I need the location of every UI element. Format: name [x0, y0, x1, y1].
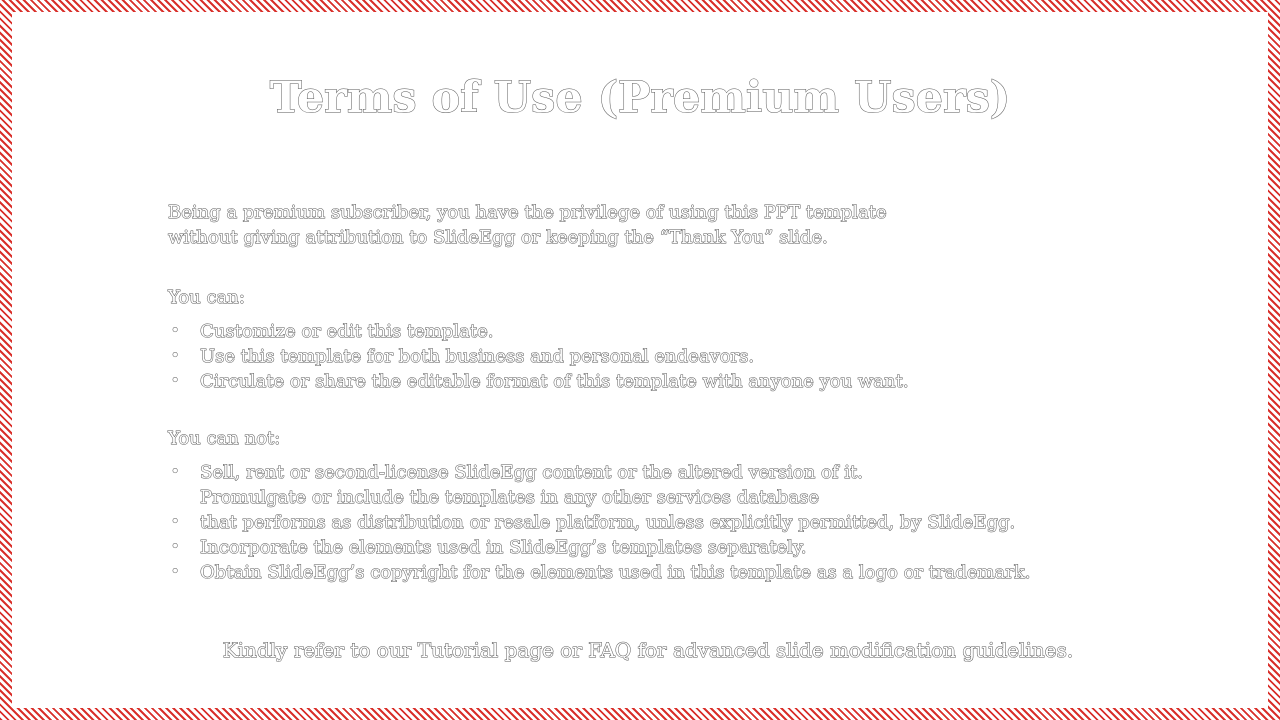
- can-item: [168, 319, 1128, 344]
- intro-line-2: without giving attribution to SlideEgg or keeping the “Thank You” slide.: [168, 227, 828, 248]
- bullet-icon: •: [171, 348, 180, 364]
- can-item-text: Use this template for both business and personal endeavors.: [200, 346, 755, 367]
- page-title: Terms of Use (Premium Users): [269, 73, 1011, 123]
- cannot-item-text: Sell, rent or second-license SlideEgg content or the altered version of it.: [200, 462, 863, 483]
- bullet-icon: •: [171, 323, 180, 339]
- intro-line-1: Being a premium subscriber, you have the privilege of using this PPT template: [168, 202, 887, 223]
- cannot-item: [168, 485, 1128, 535]
- bullet-icon: •: [171, 464, 180, 480]
- cannot-item: [168, 535, 1128, 560]
- footer-note: Kindly refer to our Tutorial page or FAQ for advanced slide modification guidelines.: [222, 638, 1074, 662]
- cannot-list: [168, 460, 1128, 585]
- can-item: [168, 344, 1128, 369]
- bullet-icon: •: [171, 373, 180, 389]
- can-item: [168, 369, 1128, 394]
- can-heading: You can:: [168, 287, 245, 308]
- terms-content: [168, 200, 1128, 585]
- can-item-text: Customize or edit this template.: [200, 321, 494, 342]
- bullet-icon: •: [171, 564, 180, 580]
- cannot-heading: You can not:: [168, 428, 281, 449]
- cannot-item: [168, 460, 1128, 485]
- cannot-item-text: Incorporate the elements used in SlideEgg’s templates separately.: [200, 537, 807, 558]
- cannot-item: [168, 560, 1128, 585]
- cannot-item-text: Obtain SlideEgg’s copyright for the elements used in this template as a logo or trademark.: [200, 562, 1031, 583]
- bullet-icon: •: [171, 539, 180, 555]
- bullet-icon: •: [171, 514, 180, 530]
- cannot-item-text: Promulgate or include the templates in any other services database that performs as distribution or resale platform, unless explicitly permitted, by SlideEgg.: [200, 487, 1016, 533]
- can-list: [168, 319, 1128, 394]
- can-item-text: Circulate or share the editable format of this template with anyone you want.: [200, 371, 909, 392]
